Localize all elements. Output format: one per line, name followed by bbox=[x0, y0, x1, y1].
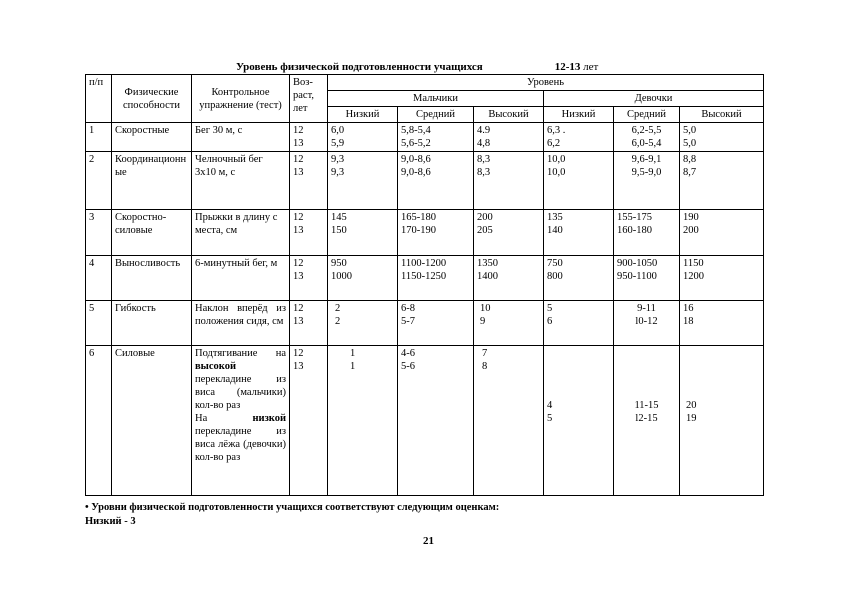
row-ages: 12 13 bbox=[290, 210, 328, 256]
row-test: 6-минутный бег, м bbox=[192, 256, 290, 301]
row-number: 4 bbox=[86, 256, 112, 301]
cell-girls-low: 4 5 bbox=[544, 346, 614, 496]
cell-boys-high: 1350 1400 bbox=[474, 256, 544, 301]
cell-boys-low: 2 2 bbox=[328, 301, 398, 346]
table-row bbox=[86, 123, 764, 152]
table-row bbox=[86, 301, 764, 346]
cell-boys-high: 8,3 8,3 bbox=[474, 152, 544, 210]
footnote-line-2: Низкий - 3 bbox=[85, 516, 136, 527]
header-ability: Физические способности bbox=[112, 75, 192, 123]
title-text: Уровень физической подготовленности учащихся bbox=[236, 61, 483, 73]
cell-boys-high: 7 8 bbox=[474, 346, 544, 496]
cell-boys-mid: 165-180 170-190 bbox=[398, 210, 474, 256]
table-row bbox=[86, 256, 764, 301]
header-boys: Мальчики bbox=[328, 91, 544, 107]
cell-girls-low: 6,3 . 6,2 bbox=[544, 123, 614, 152]
table-row bbox=[86, 152, 764, 210]
header-num: п/п bbox=[86, 75, 112, 123]
row-test: Челночный бег 3х10 м, с bbox=[192, 152, 290, 210]
cell-girls-high: 5,0 5,0 bbox=[680, 123, 764, 152]
cell-boys-high: 200 205 bbox=[474, 210, 544, 256]
test-girls: На низкой перекладине из виса лёжа (девочки) кол-во раз bbox=[195, 413, 286, 463]
table-row bbox=[86, 210, 764, 256]
header-boys-mid: Средний bbox=[398, 107, 474, 123]
row-ability: Гибкость bbox=[112, 301, 192, 346]
cell-boys-mid: 6-8 5-7 bbox=[398, 301, 474, 346]
row-test: Бег 30 м, с bbox=[192, 123, 290, 152]
cell-girls-mid: 9-11 l0-12 bbox=[614, 301, 680, 346]
document-title bbox=[236, 61, 598, 73]
header-boys-high: Высокий bbox=[474, 107, 544, 123]
cell-girls-mid: 155-175 160-180 bbox=[614, 210, 680, 256]
header-test: Контрольное упражнение (тест) bbox=[192, 75, 290, 123]
title-age-unit: лет bbox=[580, 61, 599, 73]
row-ability: Скоростно-силовые bbox=[112, 210, 192, 256]
cell-girls-low: 135 140 bbox=[544, 210, 614, 256]
row-number: 5 bbox=[86, 301, 112, 346]
cell-girls-low: 10,0 10,0 bbox=[544, 152, 614, 210]
cell-girls-low: 750 800 bbox=[544, 256, 614, 301]
cell-boys-low: 6,0 5,9 bbox=[328, 123, 398, 152]
cell-boys-low: 9,3 9,3 bbox=[328, 152, 398, 210]
row-number: 1 bbox=[86, 123, 112, 152]
test-boys: Подтягивание на высокой перекладине из виса (мальчики) кол-во раз bbox=[195, 348, 286, 411]
table-row bbox=[86, 346, 764, 496]
row-ability: Выносливость bbox=[112, 256, 192, 301]
cell-girls-low: 5 6 bbox=[544, 301, 614, 346]
cell-boys-high: 10 9 bbox=[474, 301, 544, 346]
row-test: Прыжки в длину с места, см bbox=[192, 210, 290, 256]
cell-boys-low: 1 1 bbox=[328, 346, 398, 496]
row-ages: 12 13 bbox=[290, 301, 328, 346]
cell-boys-high: 4.9 4,8 bbox=[474, 123, 544, 152]
row-ages: 12 13 bbox=[290, 346, 328, 496]
row-ability: Силовые bbox=[112, 346, 192, 496]
page-number: 21 bbox=[423, 535, 434, 547]
footnote bbox=[85, 501, 499, 529]
title-age: 12-13 bbox=[554, 61, 581, 73]
cell-boys-mid: 5,8-5,4 5,6-5,2 bbox=[398, 123, 474, 152]
row-number: 3 bbox=[86, 210, 112, 256]
row-ability: Скоростные bbox=[112, 123, 192, 152]
cell-girls-high: 1150 1200 bbox=[680, 256, 764, 301]
header-age: Воз-раст, лет bbox=[290, 75, 328, 123]
fitness-table bbox=[85, 74, 764, 496]
cell-girls-mid: 6,2-5,5 6,0-5,4 bbox=[614, 123, 680, 152]
row-ability: Координационные bbox=[112, 152, 192, 210]
row-ages: 12 13 bbox=[290, 152, 328, 210]
cell-girls-high: 8,8 8,7 bbox=[680, 152, 764, 210]
cell-boys-low: 145 150 bbox=[328, 210, 398, 256]
header-boys-low: Низкий bbox=[328, 107, 398, 123]
header-girls: Девочки bbox=[544, 91, 764, 107]
cell-girls-high: 190 200 bbox=[680, 210, 764, 256]
cell-boys-mid: 4-6 5-6 bbox=[398, 346, 474, 496]
row-number: 2 bbox=[86, 152, 112, 210]
row-number: 6 bbox=[86, 346, 112, 496]
row-ages: 12 13 bbox=[290, 123, 328, 152]
cell-girls-mid: 9,6-9,1 9,5-9,0 bbox=[614, 152, 680, 210]
header-girls-high: Высокий bbox=[680, 107, 764, 123]
row-test: Наклон вперёд из положения сидя, см bbox=[192, 301, 290, 346]
cell-girls-high: 16 18 bbox=[680, 301, 764, 346]
row-ages: 12 13 bbox=[290, 256, 328, 301]
cell-boys-low: 950 1000 bbox=[328, 256, 398, 301]
cell-boys-mid: 1100-1200 1150-1250 bbox=[398, 256, 474, 301]
header-level: Уровень bbox=[328, 75, 764, 91]
cell-girls-mid: 11-15 l2-15 bbox=[614, 346, 680, 496]
footnote-line-1: • Уровни физической подготовленности учащихся соответствуют следующим оценкам: bbox=[85, 502, 500, 513]
header-row-1 bbox=[86, 75, 764, 91]
cell-girls-mid: 900-1050 950-1100 bbox=[614, 256, 680, 301]
row-test bbox=[192, 346, 290, 496]
cell-girls-high: 20 19 bbox=[680, 346, 764, 496]
cell-boys-mid: 9,0-8,6 9,0-8,6 bbox=[398, 152, 474, 210]
header-girls-low: Низкий bbox=[544, 107, 614, 123]
header-girls-mid: Средний bbox=[614, 107, 680, 123]
